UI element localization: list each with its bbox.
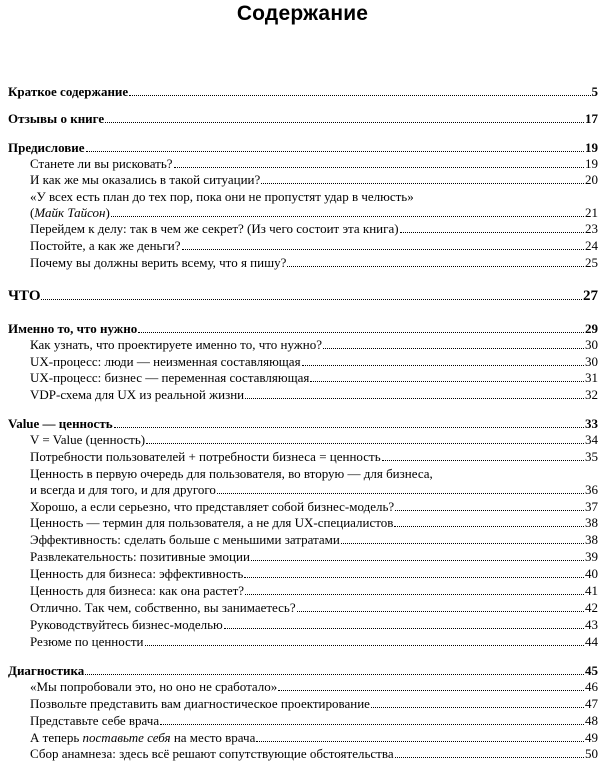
toc-subentry[interactable] bbox=[30, 730, 598, 746]
leader-dots bbox=[297, 608, 584, 612]
leader-dots bbox=[105, 119, 584, 123]
toc-entry-title: «Мы попробовали это, но оно не сработало» bbox=[30, 679, 278, 694]
toc-subentry[interactable] bbox=[30, 696, 598, 712]
leader-dots bbox=[111, 213, 584, 217]
leader-dots bbox=[146, 440, 584, 444]
leader-dots bbox=[400, 229, 584, 233]
toc-entry-summary[interactable] bbox=[8, 84, 598, 100]
toc-entry-title: Ценность для бизнеса: как она растет? bbox=[30, 583, 245, 598]
toc-subentry[interactable] bbox=[30, 172, 598, 188]
toc-entry-title: Сбор анамнеза: здесь всё решают сопутствующие обстоятельства bbox=[30, 746, 394, 761]
toc-entry-title: Руководствуйтесь бизнес-моделью bbox=[30, 617, 223, 632]
toc-entry-title: Позвольте представить вам диагностическое проектирование bbox=[30, 696, 370, 711]
toc-entry-title: Резюме по ценности bbox=[30, 634, 144, 649]
toc-subentry[interactable] bbox=[30, 337, 598, 353]
toc-page-number: 49 bbox=[585, 730, 598, 745]
toc-page-number: 36 bbox=[585, 482, 598, 497]
leader-dots bbox=[395, 754, 584, 758]
leader-dots bbox=[129, 92, 590, 96]
toc-page-number: 31 bbox=[585, 370, 598, 385]
toc-entry-title: Станете ли вы рисковать? bbox=[30, 156, 173, 171]
toc-entry-title: Хорошо, а если серьезно, что представляет собой бизнес-модель? bbox=[30, 499, 395, 514]
leader-dots bbox=[145, 642, 585, 646]
emphasis-text: поставьте себя bbox=[82, 730, 171, 745]
toc-page-number: 50 bbox=[585, 746, 598, 761]
leader-dots bbox=[41, 296, 582, 300]
toc-subentry[interactable] bbox=[30, 600, 598, 616]
leader-dots bbox=[244, 574, 584, 578]
toc-entry-title: Именно то, что нужно bbox=[8, 321, 138, 336]
toc-entry-title: Value — ценность bbox=[8, 416, 113, 431]
leader-dots bbox=[256, 738, 584, 742]
leader-dots bbox=[174, 164, 584, 168]
leader-dots bbox=[160, 721, 584, 725]
toc-page-number: 19 bbox=[585, 156, 598, 171]
toc-subentry[interactable] bbox=[30, 370, 598, 386]
toc-page-number: 34 bbox=[585, 432, 598, 447]
toc-subentry[interactable] bbox=[30, 482, 598, 498]
toc-page-number: 45 bbox=[585, 663, 598, 678]
toc-entry-title: Постойте, а как же деньги? bbox=[30, 238, 181, 253]
toc-subentry-line1[interactable]: Ценность в первую очередь для пользователя, во вторую — для бизнеса, bbox=[30, 466, 433, 481]
leader-dots bbox=[217, 490, 584, 494]
toc-subentry[interactable] bbox=[30, 617, 598, 633]
toc-entry-title: Эффективность: сделать больше с меньшими затратами bbox=[30, 532, 340, 547]
toc-subentry[interactable] bbox=[30, 566, 598, 582]
toc-part-what[interactable] bbox=[8, 288, 598, 304]
toc-page-number: 39 bbox=[585, 549, 598, 564]
toc-subentry[interactable] bbox=[30, 387, 598, 403]
toc-entry-title: UX-процесс: бизнес — переменная составляющая bbox=[30, 370, 310, 385]
leader-dots bbox=[287, 263, 584, 267]
leader-dots bbox=[251, 557, 584, 561]
toc-subentry[interactable] bbox=[30, 549, 598, 565]
toc-page-number: 30 bbox=[585, 354, 598, 369]
toc-subentry[interactable] bbox=[30, 156, 598, 172]
toc-entry-title: А теперь поставьте себя на место врача bbox=[30, 730, 256, 745]
leader-dots bbox=[302, 362, 584, 366]
toc-subentry[interactable] bbox=[30, 515, 598, 531]
toc-page-number: 46 bbox=[585, 679, 598, 694]
leader-dots bbox=[382, 457, 584, 461]
leader-dots bbox=[114, 424, 584, 428]
leader-dots bbox=[182, 246, 584, 250]
toc-page-number: 47 bbox=[585, 696, 598, 711]
toc-entry-title: Перейдем к делу: так в чем же секрет? (Из чего состоит эта книга) bbox=[30, 221, 399, 236]
toc-entry-title: VDP-схема для UX из реальной жизни bbox=[30, 387, 245, 402]
toc-entry-title: Отлично. Так чем, собственно, вы занимаетесь? bbox=[30, 600, 296, 615]
toc-page-number: 27 bbox=[583, 288, 598, 304]
toc-subentry[interactable] bbox=[30, 205, 598, 221]
toc-entry-title: ЧТО bbox=[8, 288, 41, 304]
toc-page-number: 5 bbox=[591, 84, 598, 99]
leader-dots bbox=[138, 329, 584, 333]
toc-page-number: 21 bbox=[585, 205, 598, 220]
toc-subentry[interactable] bbox=[30, 499, 598, 515]
toc-page-number: 33 bbox=[585, 416, 598, 431]
toc-page-number: 41 bbox=[585, 583, 598, 598]
toc-subentry[interactable] bbox=[30, 679, 598, 695]
toc-page-number: 17 bbox=[585, 111, 598, 126]
leader-dots bbox=[278, 687, 584, 691]
toc-entry-title: V = Value (ценность) bbox=[30, 432, 146, 447]
leader-dots bbox=[395, 507, 584, 511]
toc-page-number: 44 bbox=[585, 634, 598, 649]
toc-entry-title: Краткое содержание bbox=[8, 84, 129, 99]
toc-entry-title: Предисловие bbox=[8, 140, 85, 155]
leader-dots bbox=[224, 625, 584, 629]
toc-subentry-line1[interactable]: «У всех есть план до тех пор, пока они не пропустят удар в челюсть» bbox=[30, 189, 414, 204]
toc-subentry[interactable] bbox=[30, 713, 598, 729]
toc-entry-title: UX-процесс: люди — неизменная составляющая bbox=[30, 354, 301, 369]
leader-dots bbox=[323, 345, 584, 349]
toc-page-number: 38 bbox=[585, 532, 598, 547]
toc-page-number: 35 bbox=[585, 449, 598, 464]
toc-page-number: 24 bbox=[585, 238, 598, 253]
toc-entry-title: и всегда и для того, и для другого bbox=[30, 482, 216, 497]
toc-entry-title: И как же мы оказались в такой ситуации? bbox=[30, 172, 261, 187]
toc-entry-title: Потребности пользователей + потребности бизнеса = ценность bbox=[30, 449, 381, 464]
toc-page-number: 29 bbox=[585, 321, 598, 336]
toc-page-number: 43 bbox=[585, 617, 598, 632]
toc-subentry[interactable] bbox=[30, 583, 598, 599]
toc-entry-title: Ценность для бизнеса: эффективность bbox=[30, 566, 244, 581]
toc-page-number: 19 bbox=[585, 140, 598, 155]
toc-entry-title: Почему вы должны верить всему, что я пишу? bbox=[30, 255, 287, 270]
toc-subentry[interactable] bbox=[30, 449, 598, 465]
leader-dots bbox=[245, 591, 584, 595]
toc-subentry[interactable] bbox=[30, 532, 598, 548]
toc-page-number: 23 bbox=[585, 221, 598, 236]
page-title: Содержание bbox=[236, 2, 369, 25]
quote-author: Майк Тайсон bbox=[34, 205, 106, 220]
toc-subentry[interactable] bbox=[30, 238, 598, 254]
toc-subentry[interactable] bbox=[30, 221, 598, 237]
toc-subentry[interactable] bbox=[30, 354, 598, 370]
toc-entry-title: Представьте себе врача bbox=[30, 713, 160, 728]
toc-entry-title: (Майк Тайсон) bbox=[30, 205, 110, 220]
toc-entry-preface[interactable] bbox=[8, 140, 598, 156]
toc-subentry[interactable] bbox=[30, 746, 598, 762]
toc-subentry[interactable] bbox=[30, 432, 598, 448]
toc-page-number: 25 bbox=[585, 255, 598, 270]
leader-dots bbox=[394, 523, 584, 527]
toc-subentry[interactable] bbox=[30, 634, 598, 650]
toc-page-number: 42 bbox=[585, 600, 598, 615]
leader-dots bbox=[341, 540, 584, 544]
toc-entry-value[interactable] bbox=[8, 416, 598, 432]
leader-dots bbox=[310, 378, 584, 382]
toc-entry-title: Отзывы о книге bbox=[8, 111, 105, 126]
toc-entry-title: Диагностика bbox=[8, 663, 85, 678]
toc-page-number: 48 bbox=[585, 713, 598, 728]
toc-entry-title: Развлекательность: позитивные эмоции bbox=[30, 549, 250, 564]
toc-page-number: 20 bbox=[585, 172, 598, 187]
toc-page-number: 38 bbox=[585, 515, 598, 530]
toc-page-number: 30 bbox=[585, 337, 598, 352]
leader-dots bbox=[85, 671, 584, 675]
toc-page-number: 32 bbox=[585, 387, 598, 402]
leader-dots bbox=[371, 704, 584, 708]
leader-dots bbox=[261, 180, 584, 184]
toc-entry-title: Как узнать, что проектируете именно то, что нужно? bbox=[30, 337, 322, 352]
toc-entry-exactly[interactable] bbox=[8, 321, 598, 337]
leader-dots bbox=[245, 395, 584, 399]
toc-subentry[interactable] bbox=[30, 255, 598, 271]
toc-entry-title: Ценность — термин для пользователя, а не для UX-специалистов bbox=[30, 515, 394, 530]
toc-page-number: 40 bbox=[585, 566, 598, 581]
toc-page-number: 37 bbox=[585, 499, 598, 514]
leader-dots bbox=[86, 148, 584, 152]
toc-entry-diagnostics[interactable] bbox=[8, 663, 598, 679]
toc-entry-reviews[interactable] bbox=[8, 111, 598, 127]
